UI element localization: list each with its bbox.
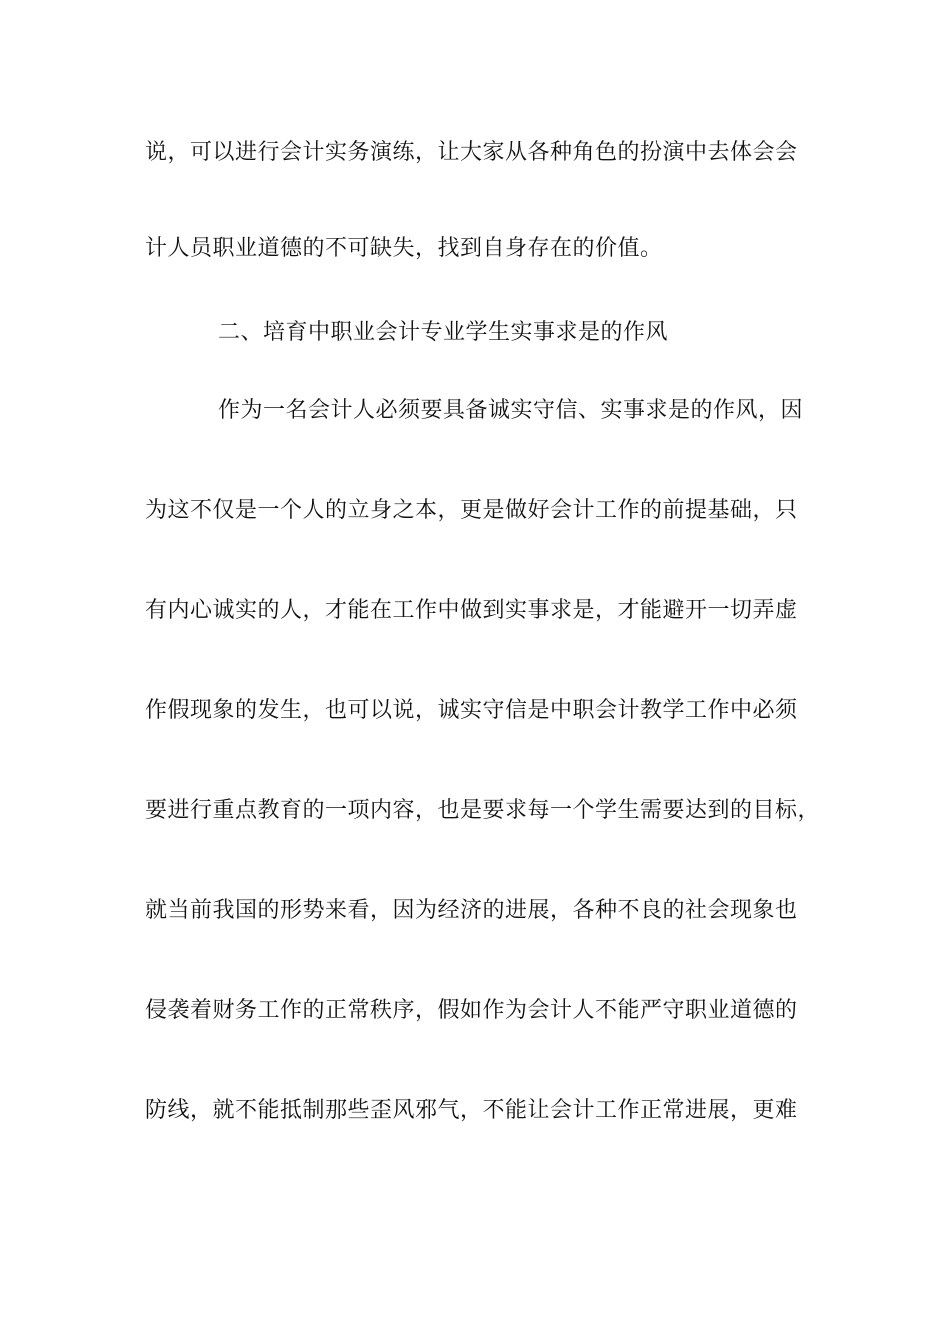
paragraph-first-line: 作为一名会计人必须要具备诚实守信、实事求是的作风，因 bbox=[218, 398, 804, 423]
text-line: 防线，就不能抵制那些歪风邪气，不能让会计工作正常进展，更难 bbox=[145, 1098, 798, 1123]
text-line: 计人员职业道德的不可缺失，找到自身存在的价值。 bbox=[145, 236, 663, 261]
text-line: 就当前我国的形势来看，因为经济的进展，各种不良的社会现象也 bbox=[145, 898, 798, 923]
section-heading: 二、培育中职业会计专业学生实事求是的作风 bbox=[218, 320, 669, 345]
text-line: 为这不仅是一个人的立身之本，更是做好会计工作的前提基础，只 bbox=[145, 498, 798, 523]
text-line: 有内心诚实的人，才能在工作中做到实事求是，才能避开一切弄虚 bbox=[145, 598, 798, 623]
text-line: 作假现象的发生，也可以说，诚实守信是中职会计教学工作中必须 bbox=[145, 698, 798, 723]
text-line: 说，可以进行会计实务演练，让大家从各种角色的扮演中去体会会 bbox=[145, 140, 798, 165]
text-line: 要进行重点教育的一项内容，也是要求每一个学生需要达到的目标， bbox=[145, 798, 821, 823]
text-line: 侵袭着财务工作的正常秩序，假如作为会计人不能严守职业道德的 bbox=[145, 998, 798, 1023]
